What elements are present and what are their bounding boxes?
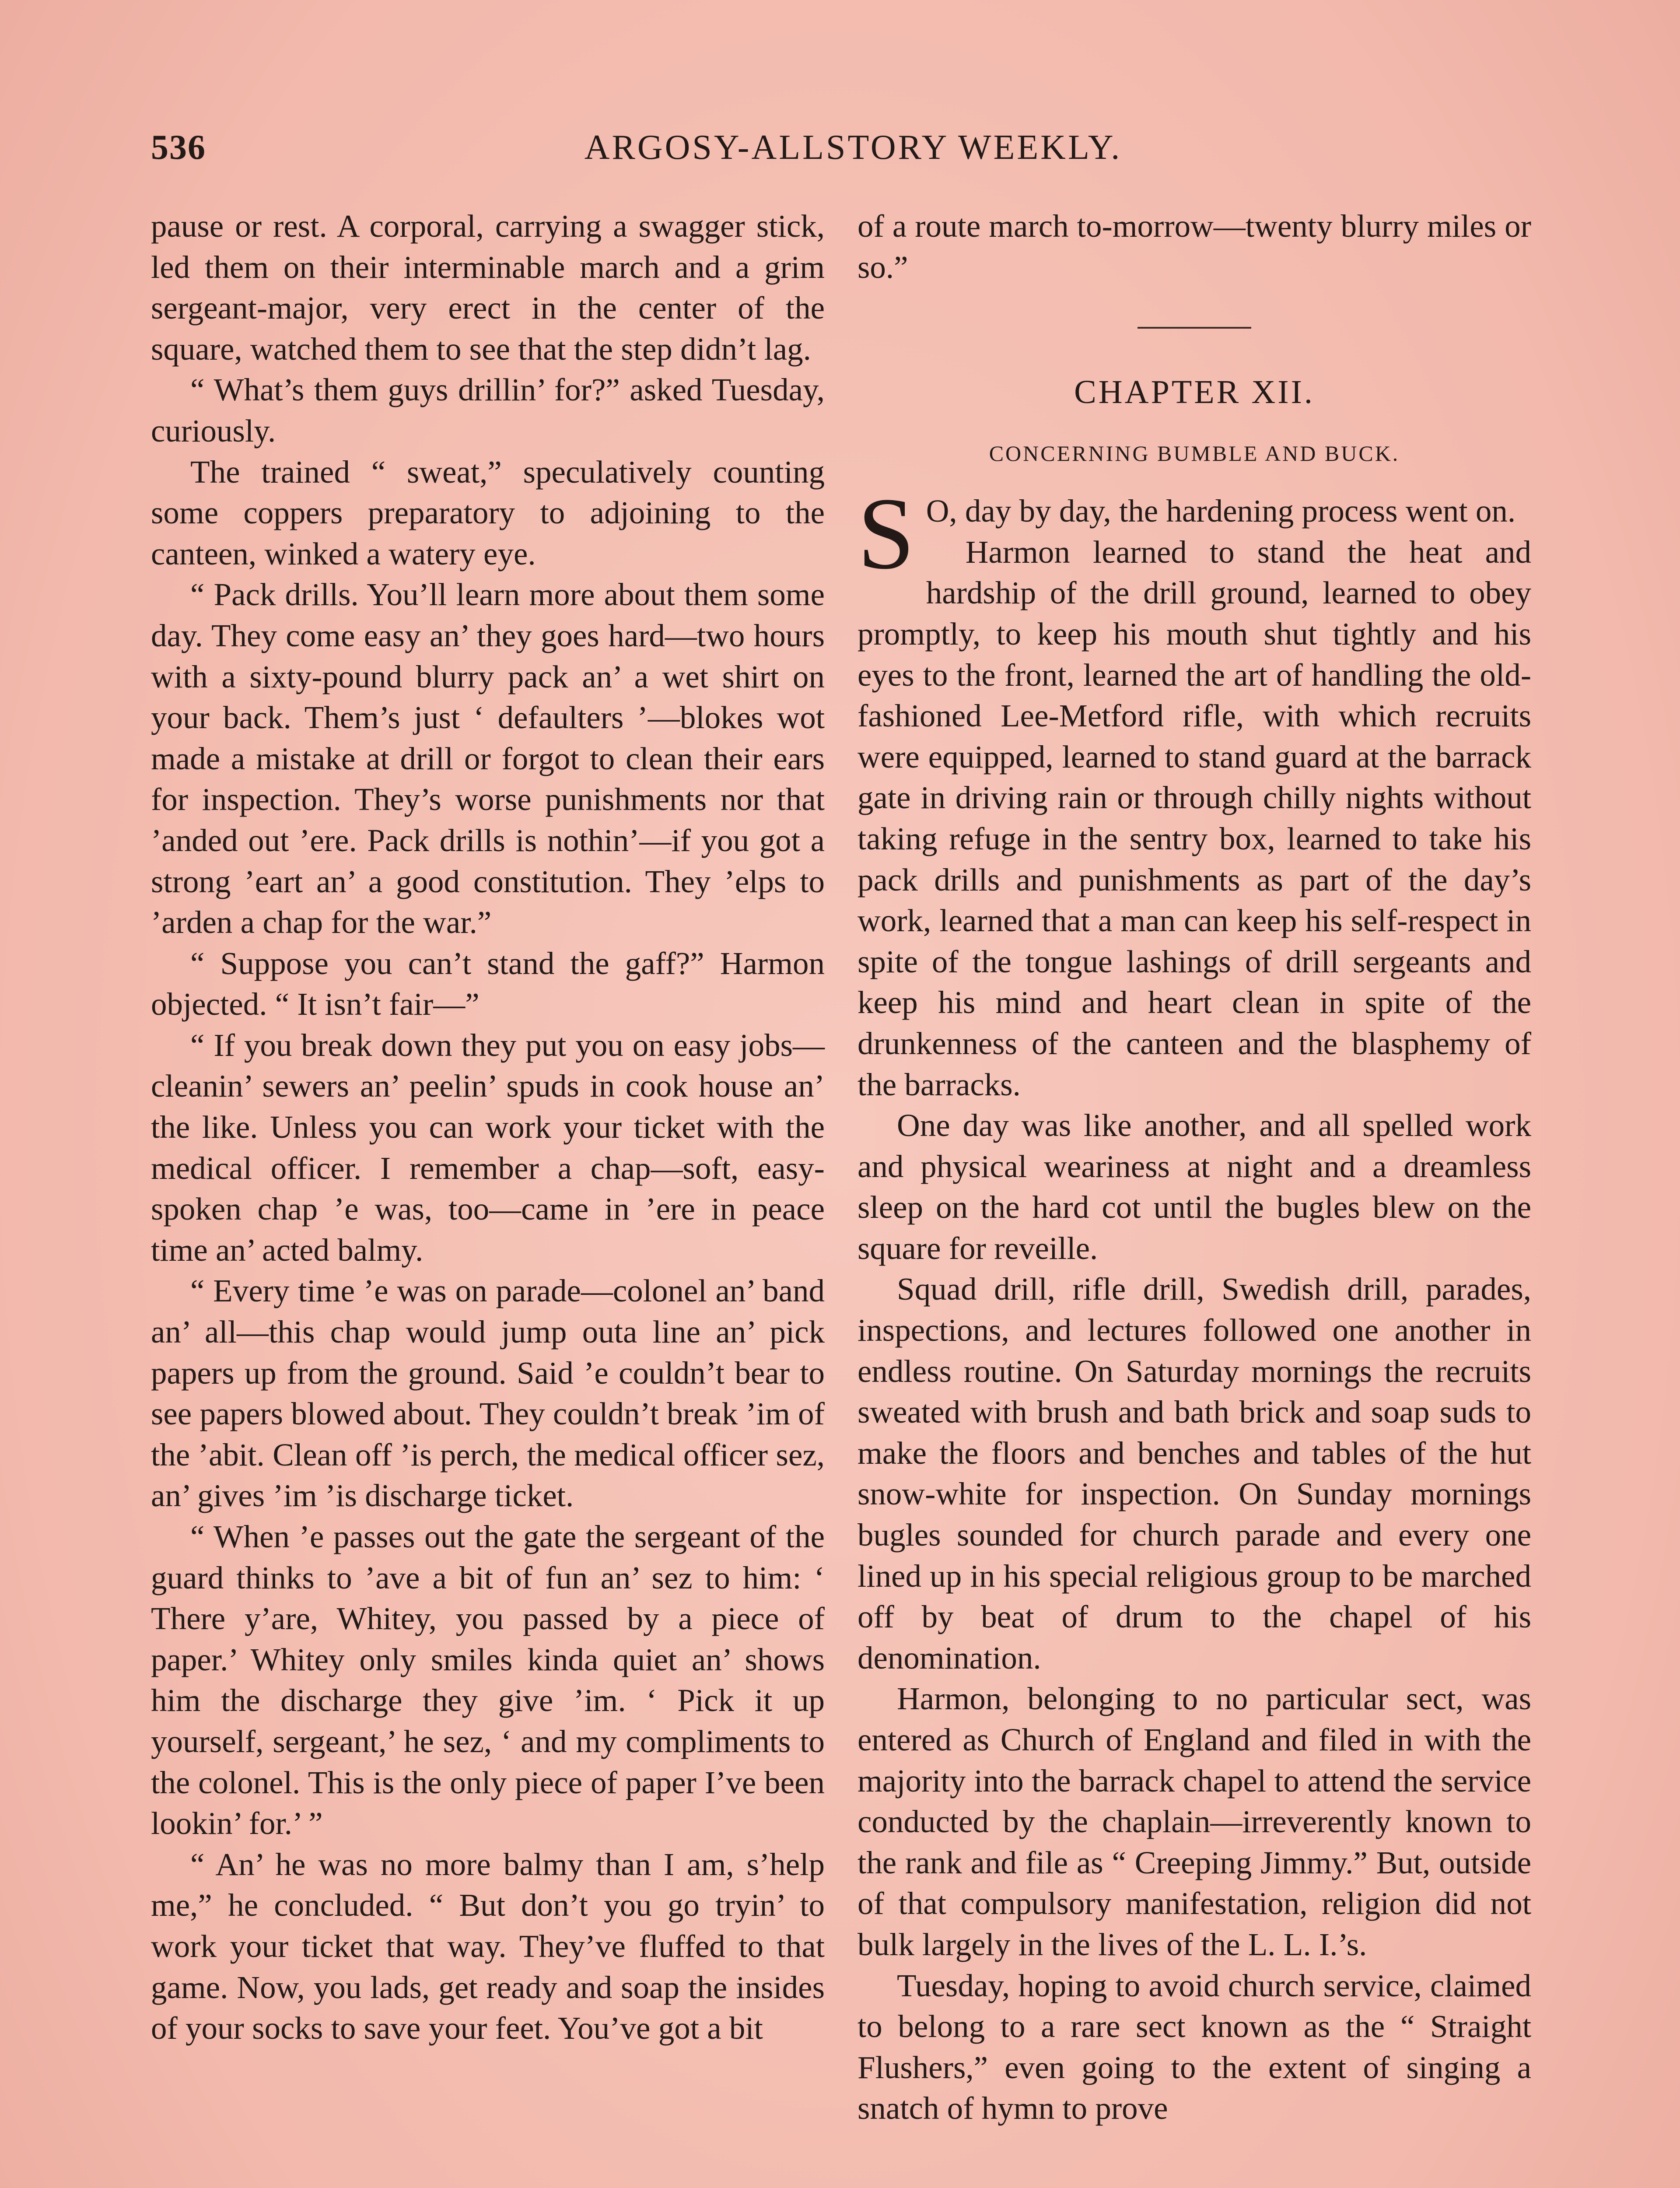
running-head: ARGOSY-ALLSTORY WEEKLY.	[584, 128, 1122, 167]
paragraph: “ What’s them guys drillin’ for?” asked Tuesday, curiously.	[151, 372, 825, 449]
page-header	[151, 128, 1529, 180]
paragraph: “ If you break down they put you on easy jobs—cleanin’ sewers an’ peelin’ spuds in cook house an’ the like. Unless you can work your ticket with the medical officer. I remember a chap—soft, easy-spoken chap ’e was, too—came in ’ere in peace time an’ acted balmy.	[151, 1027, 825, 1268]
paragraph: Harmon, belonging to no particular sect, was entered as Church of England and filed in with the majority into the barrack chapel to attend the service conducted by the chaplain—irreverently known to the rank and file as “ Creeping Jimmy.” But, outside of that compulsory manifestation, religion did not bulk largely in the lives of the L. L. I.’s.	[858, 1681, 1531, 1962]
chapter-title: CHAPTER XII.	[1074, 374, 1315, 411]
page-number: 536	[151, 128, 206, 167]
paragraph: Tuesday, hoping to avoid church service, claimed to belong to a rare sect known as the “ Straight Flushers,” even going to the extent of singing a snatch of hymn to prove	[858, 1967, 1531, 2126]
paragraph: “ Suppose you can’t stand the gaff?” Harmon objected. “ It isn’t fair—”	[151, 945, 825, 1022]
paragraph: pause or rest. A corporal, carrying a swagger stick, led them on their interminable march and a grim sergeant-major, very erect in the center of the square, watched them to see that the step didn’t lag.	[151, 208, 825, 367]
opening-text: O, day by day, the hardening process went on.	[926, 493, 1516, 529]
paragraph: “ When ’e passes out the gate the sergeant of the guard thinks to ’ave a bit of fun an’ sez to him: ‘ There y’are, Whitey, you passed by a piece of paper.’ Whitey only smiles kinda quiet an’ shows him the discharge they give ’im. ‘ Pick it up yourself, sergeant,’ he sez, ‘ and my compliments to the colonel. This is the only piece of paper I’ve been lookin’ for.’ ”	[151, 1519, 825, 1841]
paragraph: of a route march to-morrow—twenty blurry miles or so.”	[858, 208, 1531, 285]
paragraph: One day was like another, and all spelled work and physical weariness at night and a dreamless sleep on the hard cot until the bugles blew on the square for reveille.	[858, 1108, 1531, 1266]
chapter-opening	[858, 477, 1531, 591]
paragraph: The trained “ sweat,” speculatively counting some coppers preparatory to adjoining to the canteen, winked a watery eye.	[151, 454, 825, 572]
right-column	[858, 206, 1531, 2188]
left-column	[151, 206, 825, 2188]
paragraph: “ An’ he was no more balmy than I am, s’help me,” he concluded. “ But don’t you go tryin’ to work your ticket that way. They’ve fluffed to that game. Now, you lads, get ready and soap the insides of your socks to save your feet. You’ve got a bit	[151, 1846, 825, 2046]
paragraph: Squad drill, rifle drill, Swedish drill, parades, inspections, and lectures followed one another in endless routine. On Saturday mornings the recruits sweated with brush and bath brick and soap suds to make the floors and benches and tables of the hut snow-white for inspection. On Sunday mornings bugles sounded for church parade and every one lined up in his special religious group to be marched off by beat of drum to the chapel of his denomination.	[858, 1271, 1531, 1676]
section-divider	[1138, 327, 1251, 329]
drop-cap: S	[858, 477, 915, 591]
chapter-subtitle: CONCERNING BUMBLE AND BUCK.	[989, 441, 1400, 466]
paragraph: “ Every time ’e was on parade—colonel an’ band an’ all—this chap would jump outa line an’ pick papers up from the ground. Said ’e couldn’t bear to see papers blowed about. They couldn’t break ’im of the ’abit. Clean off ’is perch, the medical officer sez, an’ gives ’im ’is discharge ticket.	[151, 1273, 825, 1514]
paragraph: Harmon learned to stand the heat and hardship of the drill ground, learned to obey promptly, to keep his mouth shut tightly and his eyes to the front, learned the art of handling the old-fashioned Lee-Metford rifle, with which recruits were equipped, learned to stand guard at the barrack gate in driving rain or through chilly nights without taking refuge in the sentry box, learned to take his pack drills and punishments as part of the day’s work, learned that a man can keep his self-respect in spite of the tongue lashings of drill sergeants and keep his mind and heart clean in spite of the drunkenness of the canteen and the blasphemy of the barracks.	[858, 534, 1531, 1102]
paragraph: “ Pack drills. You’ll learn more about them some day. They come easy an’ they goes hard—two hours with a sixty-pound blurry pack an’ a wet shirt on your back. Them’s just ‘ defaulters ’—blokes wot made a mistake at drill or forgot to clean their ears for inspection. They’s worse punishments nor that ’anded out ’ere. Pack drills is nothin’—if you got a strong ’eart an’ a good constitution. They ’elps to ’arden a chap for the war.”	[151, 577, 825, 940]
